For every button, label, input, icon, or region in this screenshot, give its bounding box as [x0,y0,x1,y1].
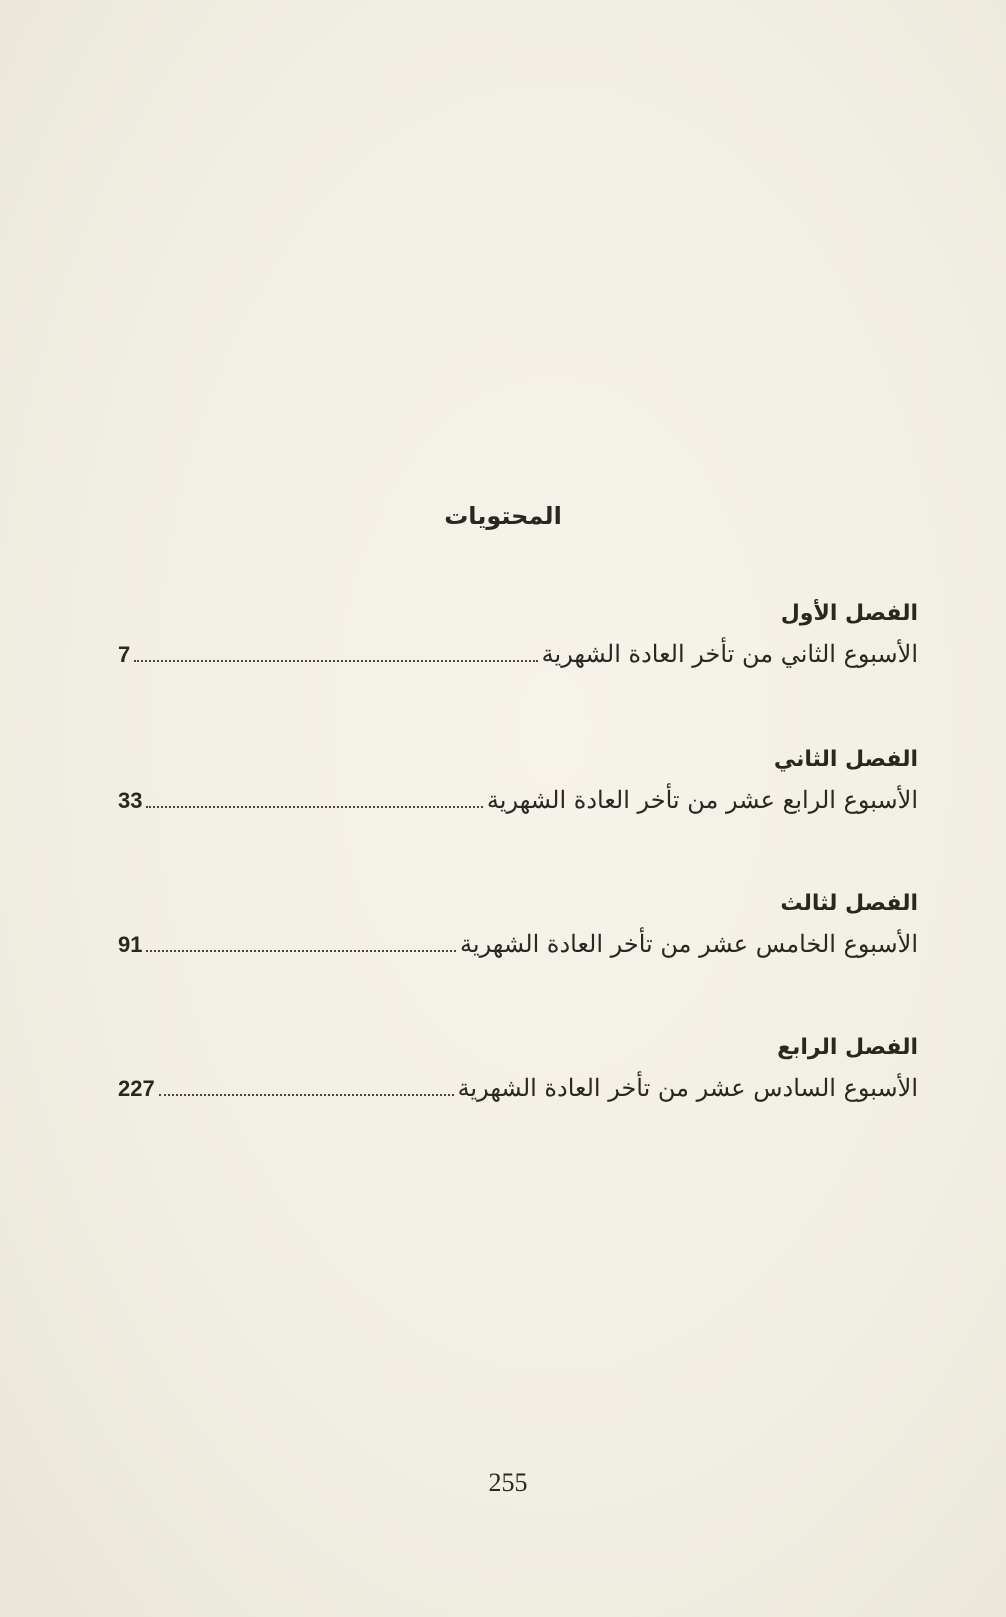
toc-chapter-3 [118,886,918,964]
toc-entry-title: الأسبوع الثاني من تأخر العادة الشهرية [541,640,918,668]
toc-line [118,1068,918,1108]
toc-line [118,924,918,964]
dot-leader [146,806,482,808]
toc-entry-title: الأسبوع الخامس عشر من تأخر العادة الشهرية [460,930,918,958]
chapter-heading: الفصل الأول [780,601,918,626]
toc-title: المحتويات [444,502,562,530]
chapter-heading: الفصل الثاني [773,747,918,772]
toc-page-number: 33 [118,788,143,813]
dot-leader [146,950,456,952]
toc-chapter-4 [118,1030,918,1108]
chapter-heading: الفصل لثالث [780,891,918,916]
toc-line [118,780,918,820]
toc-page-number: 91 [118,932,143,957]
toc-line [118,634,918,674]
dot-leader [159,1094,454,1096]
toc-chapter-2 [118,742,918,820]
page-number: 255 [488,1468,528,1497]
toc-entry-title: الأسبوع الرابع عشر من تأخر العادة الشهرية [486,786,918,814]
toc-entry-title: الأسبوع السادس عشر من تأخر العادة الشهرية [457,1074,918,1102]
toc-page-number: 227 [118,1076,155,1101]
dot-leader [134,660,537,662]
chapter-heading: الفصل الرابع [777,1035,918,1060]
toc-page-number: 7 [118,642,131,667]
toc-chapter-1 [118,596,918,674]
